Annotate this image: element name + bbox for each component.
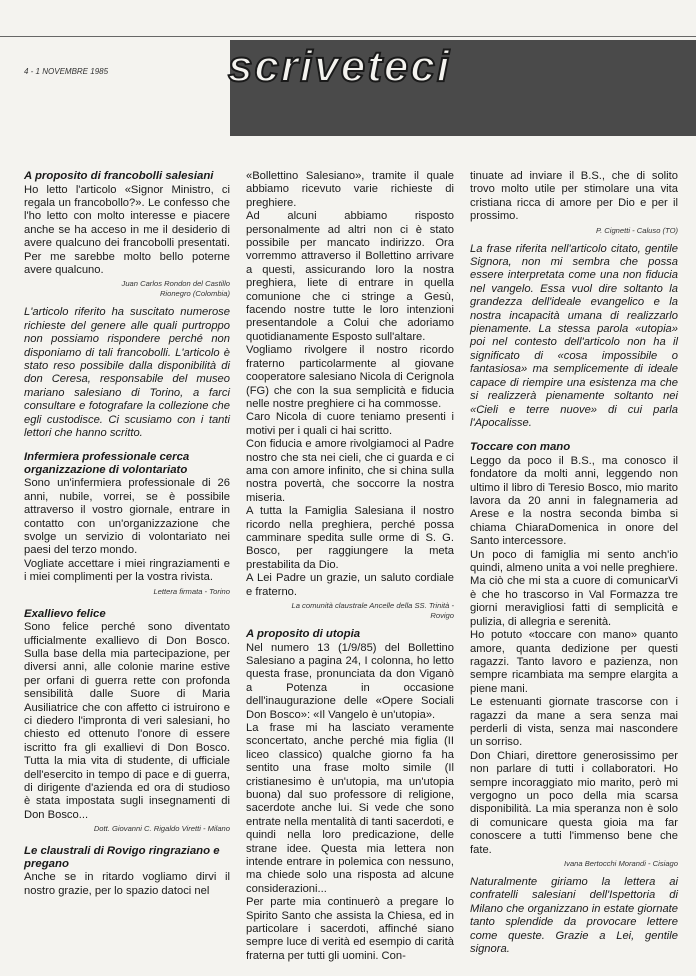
article-body: Ho letto l'articolo «Signor Ministro, ci regala un francobollo?». Le confesso che l'ho letto con molto interesse e piacere anche se ha acceso in me il desiderio di avere qualcuno dei francobolli presentati. Per me sarebbe molto bello poterne avere qualcuno. — [24, 183, 230, 276]
signature: La comunità claustrale Ancelle della SS. Trinità - — [291, 601, 454, 610]
article-body: Ho potuto «toccare con mano» quanto amore, quanta dedizione per questi ragazzi. Tanto lavoro e pazienza, non sempre ricambiata ma sempre elargita a piene mani. — [470, 629, 678, 695]
article-title: Exallievo felice — [24, 607, 106, 620]
signature-place: Rionegro (Colombia) — [159, 289, 230, 299]
article-body: Caro Nicola di cuore teniamo presenti i motivi per i quali ci hai scritto. — [246, 411, 454, 437]
article-title: Toccare con mano — [470, 441, 571, 454]
signature: P. Cignetti - Caluso (TO) — [595, 225, 678, 235]
article-body: Un poco di famiglia mi sento anch'io quindi, almeno unita a voi nelle preghiere. Ma ciò che mi sta a cuore di comunicarVi è che ho trascorso in Val Formazza tre giorni meravigliosi fatti di semplicità e pulizia, di allegria e serenità. — [470, 548, 678, 628]
signature: Juan Carlos Rondon del Castillo — [121, 279, 230, 289]
signature: Lettera firmata - Torino — [153, 586, 230, 596]
article-title: Le claustrali di Rovigo ringraziano e pregano — [24, 845, 220, 870]
page-folio: 4 - 1 NOVEMBRE 1985 — [24, 67, 109, 76]
article-title: Infermiera professionale cerca organizzazione di volontariato — [24, 451, 190, 476]
editor-reply: Naturalmente giriamo la lettera ai confratelli salesiani dell'Ispettoria di Milano che organizzano in estate giornate tanto splendide da provocare lettere come queste. Grazie a Lei, gentile signora. — [470, 876, 678, 956]
article-body: Leggo da poco il B.S., ma conosco il fondatore da molti anni, leggendo non ultimo il libro di Teresio Bosco, mio marito lavora da 20 anni in falegnameria ad Arese e la nostra seconda bimba si chiama ChiaraDomenica in onore del Santo intercessore. — [470, 454, 678, 548]
article-body: Nel numero 13 (1/9/85) del Bollettino Salesiano a pagina 24, I colonna, ho letto questa frase, pronunciata da don Viganò a Potenza in occasione dell'inaugurazione delle «Opere Sociali Don Bosco»: «Il Vangelo è un'utopia». — [246, 641, 454, 721]
signature-place: Rovigo — [430, 611, 454, 620]
article-body: tinuate ad inviare il B.S., che di solito trovo molto utile per stimolare una vita cristiana ricca di amore per Dio e per il prossimo. — [470, 170, 678, 223]
article-body: Anche se in ritardo vogliamo dirvi il nostro grazie, per lo spazio datoci nel — [24, 871, 230, 897]
signature: Dott. Giovanni C. Rigaldo Viretti - Milano — [93, 824, 230, 834]
article-body: Per parte mia continuerò a pregare lo Spirito Santo che assista la Chiesa, ed in particolare i sacerdoti, affinché siano sempre luce di verità ed esempio di carità fraterna per tutti gli uomini. Con- — [246, 896, 454, 962]
signature: Ivana Bertocchi Morandi - Cisiago — [564, 859, 678, 868]
section-title: scriveteci — [228, 42, 452, 91]
article-body: La frase mi ha lasciato veramente sconcertato, anche perché mia figlia (II liceo classico) qualche giorno fa ha sentito una frase molto simile (Il cristianesimo è un'utopia, ma un'utopia buona) dal suo professore di religione, sacerdote anche lui. Si vede che sono entrate nella mentalità di tanti sacerdoti, e quindi nella loro predicazione, delle strane idee. Questa mia lettera non intende entrare in polemica con nessuno, ma chiede solo una risposta ad alcune considerazioni... — [246, 721, 454, 895]
column-1 — [24, 170, 230, 898]
editor-reply: L'articolo riferito ha suscitato numerose richieste del genere alle quali purtroppo non possiamo rispondere perché non disponiamo di tali francobolli. L'articolo è stato reso possibile dalla disponibilità di don Ceresa, responsabile del museo mariano salesiano di Torino, a farci consultare e fotografare la collezione che egli custodisce. Ci scusiamo con i tanti lettori che hanno scritto. — [24, 306, 230, 439]
editor-reply: La frase riferita nell'articolo citato, gentile Signora, non mi sembra che possa essere interpretata come una non fiducia nel vangelo. Essa vuol dire soltanto la grandezza dell'ideale evangelico e la nostra incapacità umana di realizzarlo pienamente. La stessa parola «utopia» poi nel contesto dell'articolo non ha il significato di «cosa impossibile o fantasiosa» ma semplicemente di ideale capace di riempire una esistenza ma che si realizzerà pienamente soltanto nei «Cieli e terre nuove» di cui parla l'Apocalisse. — [470, 242, 678, 429]
column-2 — [246, 170, 454, 963]
column-3 — [470, 170, 678, 956]
article-body: Con fiducia e amore rivolgiamoci al Padre nostro che sta nei cieli, che ci guarda e ci ama con amore infinito, che si china sulla nostra povertà, che soccorre la nostra miseria. — [246, 438, 454, 504]
article-body: Sono un'infermiera professionale di 26 anni, nubile, vorrei, se è possibile attraverso il vostro giornale, entrare in contatto con un'organizzazione che svolge un servizio di volontariato nei paesi del terzo mondo. — [24, 477, 230, 557]
article-title: A proposito di utopia — [246, 628, 361, 640]
top-rule — [0, 36, 696, 37]
article-body: Ad alcuni abbiamo risposto personalmente ad altri non ci è stato possibile per mancato indirizzo. Ora vorremmo attraverso il Bollettino arrivare a questi, assicurando loro la nostra preghiera, liete di entrare in quella comunione che ci stringe a Gesù, facendo nostre tutte le loro intenzioni presentandole a Colui che adoriamo quotidianamente Esposto sull'altare. — [246, 210, 454, 343]
article-body: Vogliamo rivolgere il nostro ricordo fraterno particolarmente al giovane cooperatore salesiano Nicola di Cerignola (FG) che con la sua semplicità e fiducia nelle nostre preghiere ci ha commosse. — [246, 344, 454, 410]
article-body: Vogliate accettare i miei ringraziamenti e i miei complimenti per la vostra rivista. — [24, 557, 230, 584]
article-body: A tutta la Famiglia Salesiana il nostro ricordo nella preghiera, perché possa camminare spedita sulle orme di S. G. Bosco, per raggiungere la meta prestabilita da Dio. — [246, 505, 454, 571]
article-body: Le estenuanti giornate trascorse con i ragazzi da mane a sera senza mai perderli di vista, senza mai nascondere un sorriso. — [470, 696, 678, 749]
article-body: «Bollettino Salesiano», tramite il quale abbiamo ricevuto varie richieste di preghiere. — [246, 170, 454, 209]
article-body: Don Chiari, direttore generosissimo per non parlare di tutti i collaboratori. Ho sempre incoraggiato mio marito, però mi vergogno un poco della mia scarsa disponibilità. La mia speranza non è solo di comunicare questa gioia ma far conoscere a tutti l'immenso bene che fate. — [470, 749, 678, 856]
article-title: A proposito di francobolli salesiani — [24, 170, 214, 182]
article-body: A Lei Padre un grazie, un saluto cordiale e fraterno. — [246, 572, 454, 598]
article-body: Sono felice perché sono diventato ufficialmente exallievo di Don Bosco. Sulla base della mia partecipazione, per diversi anni, alle colonie marine estive per orfani di guerra rette con profonda sensibilità dalle Suore di Maria Ausiliatrice che con affetto ci istruirono e ci diedero l'impronta di veri salesiani, ho chiesto ed ottenuto l'onore di essere iscritto fra gli exallievi di Don Bosco. Tutta la mia vita di studente, di ufficiale dell'esercito in tempo di pace e di guerra, di dirigente d'azienda ed ora di studioso è stata impostata sugli insegnamenti di Don Bosco... — [24, 621, 230, 821]
